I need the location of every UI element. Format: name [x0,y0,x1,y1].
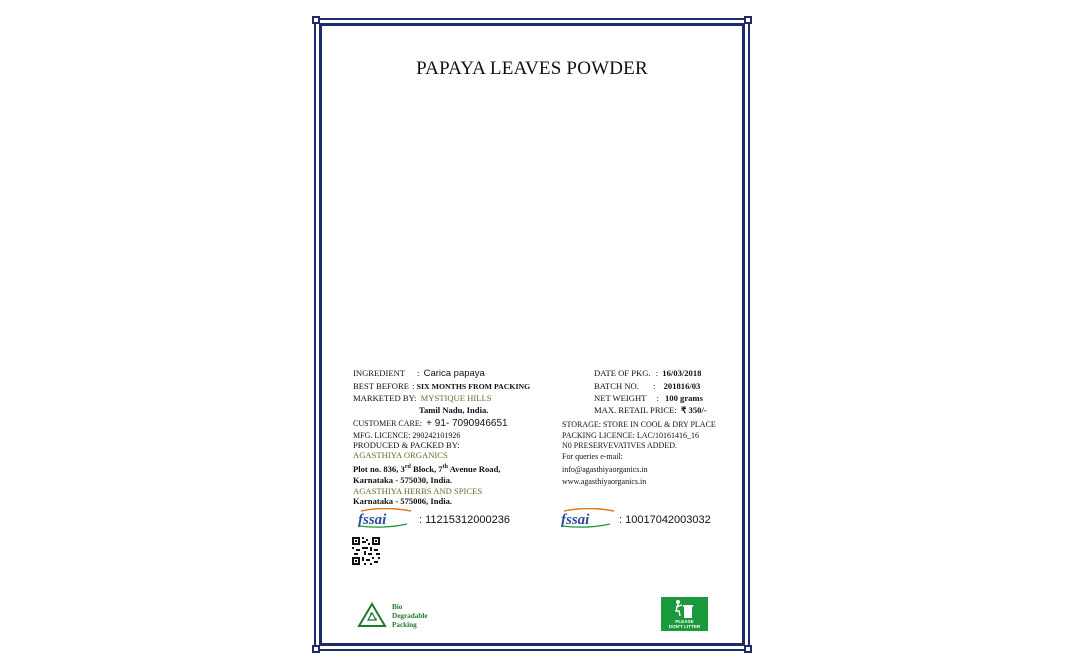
produced-label: PRODUCED & PACKED BY: [353,440,460,450]
second-producer-name: AGASTHIYA HERBS AND SPICES [353,486,483,496]
customer-care-value: + 91- 7090946651 [426,418,508,429]
date-label: DATE OF PKG. [594,368,651,378]
batch-value: 201816/03 [663,381,701,391]
net-weight-sep: : [656,393,659,403]
marketed-by-row [353,393,492,404]
marketed-by-label: MARKETED BY: [353,393,417,403]
fssai-logo-icon [355,508,413,528]
address-part: Block, 7 [410,463,443,474]
packing-licence: PACKING LICENCE: LAC/10161416_16 [562,431,700,440]
producer-address [353,462,501,475]
batch-sep: : [653,381,656,391]
bio-line: Degradable [392,612,428,620]
address-part: Avenue Road, [447,463,501,474]
marketed-by-value: MYSTIQUE HILLS [420,393,492,403]
label-frame-inner [319,23,745,646]
customer-care-row [353,418,508,429]
fssai-number-2: : 10017042003032 [619,514,711,526]
bio-degradable-text [392,603,428,630]
address-sup: th [442,464,448,470]
frame-corner-tr [744,16,752,24]
trash-bin-icon [661,597,708,621]
mrp-row [594,405,707,416]
dont-litter-badge [661,597,708,631]
batch-row [594,381,700,392]
queries-text: For queries e-mail: [562,452,623,461]
litter-line: DON'T LITTER [668,624,701,629]
fssai-number-1: : 11215312000236 [419,514,510,526]
customer-care-label: CUSTOMER CARE: [353,419,422,428]
svg-text:fssai: fssai [358,512,387,528]
date-sep: : [655,368,659,378]
website-link[interactable]: www.agasthiyaorganics.in [562,477,647,486]
net-weight-label: NET WEIGHT [594,393,647,403]
net-weight-row [594,393,703,404]
producer-city: Karnataka - 575030, India. [353,475,453,485]
ingredient-value: Carica papaya [423,368,485,379]
qr-code-icon[interactable] [352,537,380,565]
mfg-licence: MFG. LICENCE: 290242101926 [353,431,461,440]
frame-corner-tl [312,16,320,24]
best-before-sep: : [412,381,415,391]
ingredient-row [353,368,485,379]
fssai-logo-icon [558,508,616,528]
product-title: PAPAYA LEAVES POWDER [416,58,648,79]
mrp-value: ₹ 350/- [680,405,707,415]
bio-line: Bio [392,603,403,611]
litter-line: PLEASE [675,619,694,624]
address-part: Plot no. 836, 3 [353,463,405,474]
svg-text:fssai: fssai [561,512,590,528]
net-weight-value: 100 grams [664,393,703,403]
recycle-icon [357,602,387,628]
frame-corner-br [744,645,752,653]
bio-line: Packing [392,621,417,629]
ingredient-label: INGREDIENT [353,368,405,378]
marketed-by-place: Tamil Nadu, India. [419,405,489,415]
address-sup: rd [404,464,411,470]
best-before-value: SIX MONTHS FROM PACKING [416,382,531,391]
email-link[interactable]: info@agasthiyaorganics.in [562,465,648,474]
producer-name: AGASTHIYA ORGANICS [353,450,448,460]
best-before-row [353,381,530,392]
ingredient-sep: : [417,368,420,378]
no-preservatives: N0 PRESERVEVATIVES ADDED. [562,441,677,450]
best-before-label: BEST BEFORE [353,381,409,391]
batch-label: BATCH NO. [594,381,639,391]
date-row [594,368,701,379]
mrp-label: MAX. RETAIL PRICE: [594,405,677,415]
storage-text: STORAGE: STORE IN COOL & DRY PLACE [562,420,716,429]
frame-corner-bl [312,645,320,653]
second-producer-city: Karnataka - 575006, India. [353,496,453,506]
date-value: 16/03/2018 [662,368,702,378]
